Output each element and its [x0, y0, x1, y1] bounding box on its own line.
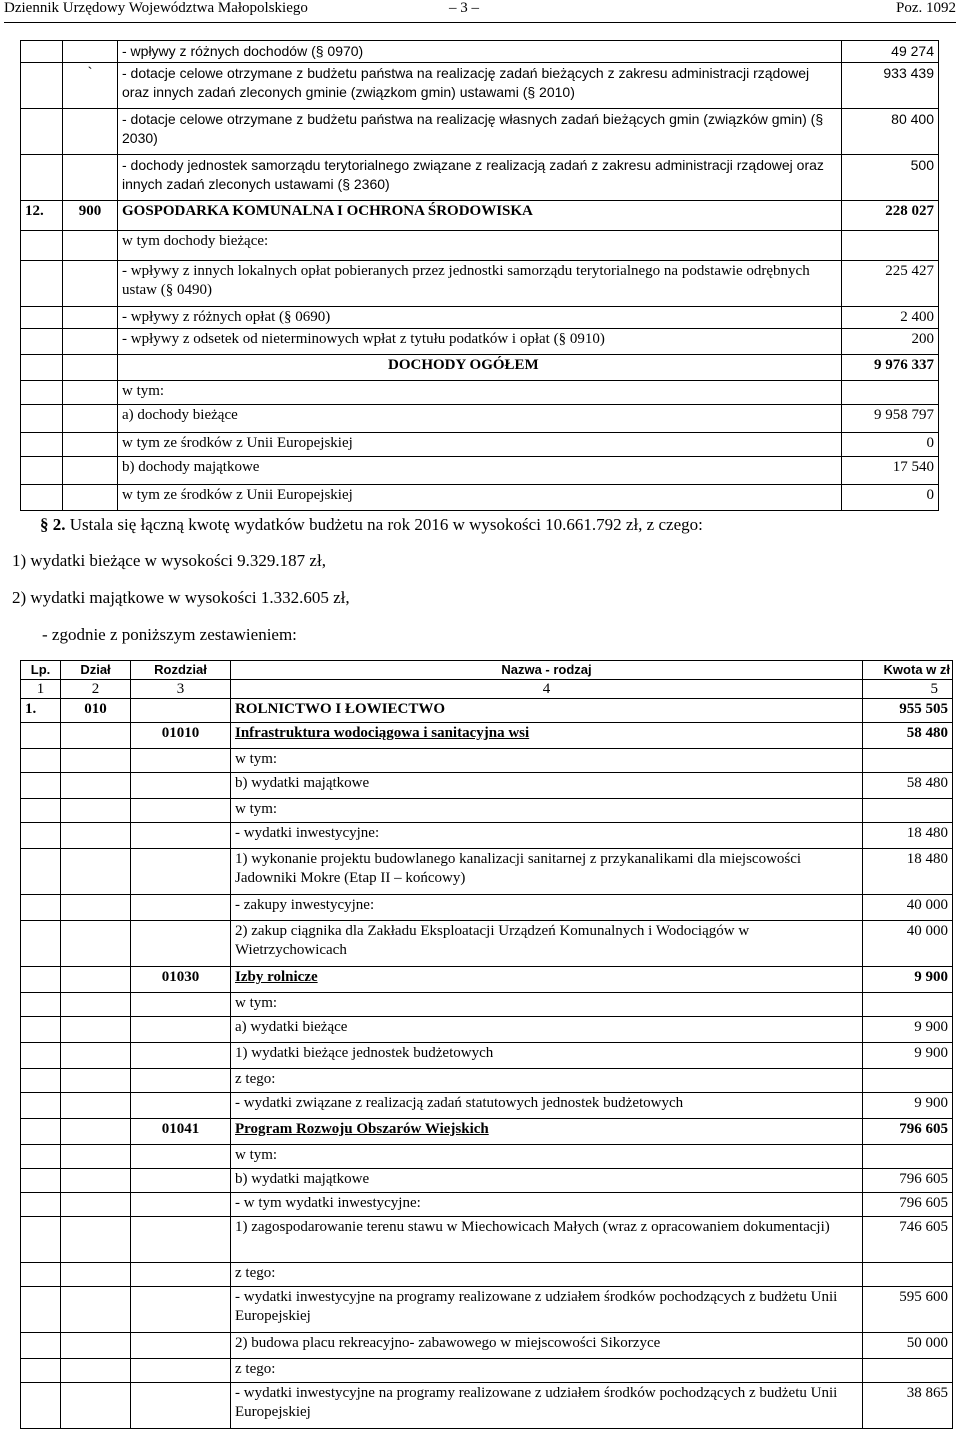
- income-amount: 225 427: [842, 261, 939, 307]
- position-number: Poz. 1092: [896, 0, 956, 16]
- expense-row: [21, 1263, 953, 1287]
- income-amount: 0: [842, 433, 939, 457]
- dzial-cell: [63, 307, 118, 329]
- lp-cell: [21, 381, 63, 405]
- lp-cell: [21, 1193, 61, 1217]
- chapter-row: [21, 1119, 953, 1145]
- rozdzial-cell: [131, 773, 231, 799]
- chapter-code: 01010: [131, 723, 231, 749]
- lp-cell: [21, 307, 63, 329]
- lp-cell: [21, 1169, 61, 1193]
- dzial-cell: [61, 993, 131, 1017]
- expense-description: 1) zagospodarowanie terenu stawu w Miechowicach Małych (wraz z opracowaniem dokumentacji): [231, 1217, 863, 1263]
- expense-row: [21, 799, 953, 823]
- paragraph-2: [40, 515, 703, 535]
- dzial-cell: [61, 749, 131, 773]
- expense-amount: 9 900: [863, 1043, 953, 1069]
- chapter-name: Infrastruktura wodociągowa i sanitacyjna wsi: [231, 723, 863, 749]
- dzial-cell: [61, 1017, 131, 1043]
- dzial-cell: [61, 849, 131, 895]
- rozdzial-cell: [131, 993, 231, 1017]
- column-number: 2: [61, 680, 131, 699]
- expense-section-row: [21, 699, 953, 723]
- dzial-header: Dział: [61, 661, 131, 680]
- income-amount: 9 958 797: [842, 405, 939, 433]
- lp-cell: [21, 1359, 61, 1383]
- dzial-cell: [61, 823, 131, 849]
- income-row: [21, 405, 939, 433]
- expense-amount: [863, 993, 953, 1017]
- chapter-name: Izby rolnicze: [231, 967, 863, 993]
- column-number: 5: [863, 680, 953, 699]
- income-row: [21, 329, 939, 355]
- lp-cell: [21, 405, 63, 433]
- rozdzial-cell: [131, 1093, 231, 1119]
- chapter-amount: 9 900: [863, 967, 953, 993]
- lp-cell: [21, 849, 61, 895]
- expense-amount: [863, 749, 953, 773]
- section-dzial: 900: [63, 201, 118, 231]
- expense-description: z tego:: [231, 1069, 863, 1093]
- expense-amount: [863, 1069, 953, 1093]
- income-amount: 49 274: [842, 41, 939, 63]
- rozdzial-cell: [131, 849, 231, 895]
- income-amount: 933 439: [842, 63, 939, 109]
- expense-description: w tym:: [231, 993, 863, 1017]
- rozdzial-cell: [131, 823, 231, 849]
- income-section-row: [21, 201, 939, 231]
- expense-row: [21, 1145, 953, 1169]
- income-amount: 500: [842, 155, 939, 201]
- income-description: - dotacje celowe otrzymane z budżetu państwa na realizację własnych zadań bieżących gmin (związków gmin) (§ 2030): [118, 109, 842, 155]
- dzial-cell: [63, 433, 118, 457]
- lp-cell: [21, 1043, 61, 1069]
- total-label: DOCHODY OGÓŁEM: [118, 355, 842, 381]
- dzial-cell: [61, 1217, 131, 1263]
- expense-amount: [863, 1359, 953, 1383]
- expense-description: w tym:: [231, 799, 863, 823]
- dzial-cell: [61, 1119, 131, 1145]
- chapter-amount: 58 480: [863, 723, 953, 749]
- income-row: [21, 231, 939, 261]
- expense-description: z tego:: [231, 1359, 863, 1383]
- lp-cell: [21, 63, 63, 109]
- total-amount: 9 976 337: [842, 355, 939, 381]
- rozdzial-header: Rozdział: [131, 661, 231, 680]
- lp-cell: [21, 109, 63, 155]
- page-header: [4, 0, 956, 23]
- expense-row: [21, 1043, 953, 1069]
- page-number: – 3 –: [449, 0, 479, 16]
- expense-description: - wydatki inwestycyjne na programy realizowane z udziałem środków pochodzących z budżetu Unii Europejskiej: [231, 1287, 863, 1333]
- expense-amount: 18 480: [863, 823, 953, 849]
- lp-cell: [21, 433, 63, 457]
- expense-amount: [863, 799, 953, 823]
- income-table: [20, 40, 939, 511]
- lp-cell: [21, 1069, 61, 1093]
- expense-description: 2) zakup ciągnika dla Zakładu Eksploatacji Urządzeń Komunalnych i Wodociągów w Wietrzychowicach: [231, 921, 863, 967]
- section-amount: 228 027: [842, 201, 939, 231]
- income-row: [21, 109, 939, 155]
- chapter-name: Program Rozwoju Obszarów Wiejskich: [231, 1119, 863, 1145]
- expense-row: [21, 1093, 953, 1119]
- expense-amount: 58 480: [863, 773, 953, 799]
- income-row: [21, 381, 939, 405]
- column-number: 3: [131, 680, 231, 699]
- expense-amount: 595 600: [863, 1287, 953, 1333]
- current-expenses-line: 1) wydatki bieżące w wysokości 9.329.187 zł,: [12, 551, 326, 570]
- lp-cell: [21, 1145, 61, 1169]
- expense-row: [21, 1383, 953, 1429]
- income-amount: [842, 231, 939, 261]
- expense-description: - wydatki inwestycyjne na programy realizowane z udziałem środków pochodzących z budżetu Unii Europejskiej: [231, 1383, 863, 1429]
- lp-header: Lp.: [21, 661, 61, 680]
- expense-amount: 50 000: [863, 1333, 953, 1359]
- dzial-cell: [63, 109, 118, 155]
- rozdzial-cell: [131, 1217, 231, 1263]
- paragraph-text: Ustala się łączną kwotę wydatków budżetu na rok 2016 w wysokości 10.661.792 zł, z czego:: [69, 515, 703, 534]
- dzial-cell: [63, 405, 118, 433]
- dzial-cell: [61, 1193, 131, 1217]
- dzial-cell: [61, 1287, 131, 1333]
- expense-description: w tym:: [231, 1145, 863, 1169]
- expense-row: [21, 921, 953, 967]
- income-amount: 17 540: [842, 457, 939, 485]
- column-number: 4: [231, 680, 863, 699]
- chapter-code: 01030: [131, 967, 231, 993]
- expense-row: [21, 895, 953, 921]
- dzial-cell: [63, 41, 118, 63]
- section-amount: 955 505: [863, 699, 953, 723]
- expense-row: [21, 993, 953, 1017]
- lp-cell: [21, 355, 63, 381]
- rozdzial-cell: [131, 1043, 231, 1069]
- dzial-cell: [61, 1359, 131, 1383]
- lp-cell: [21, 895, 61, 921]
- section-lp: 1.: [21, 699, 61, 723]
- dzial-cell: [61, 1263, 131, 1287]
- income-row: [21, 485, 939, 511]
- paragraph-number: § 2.: [40, 515, 66, 534]
- expense-amount: 9 900: [863, 1017, 953, 1043]
- expense-description: - w tym wydatki inwestycyjne:: [231, 1193, 863, 1217]
- dzial-cell: [63, 155, 118, 201]
- lp-cell: [21, 799, 61, 823]
- expense-row: [21, 823, 953, 849]
- expense-row: [21, 1017, 953, 1043]
- rozdzial-cell: [131, 921, 231, 967]
- income-description: a) dochody bieżące: [118, 405, 842, 433]
- lp-cell: [21, 1119, 61, 1145]
- lp-cell: [21, 1217, 61, 1263]
- income-row: [21, 433, 939, 457]
- dzial-cell: [61, 773, 131, 799]
- rozdzial-cell: [131, 1287, 231, 1333]
- expense-row: [21, 1193, 953, 1217]
- section-name: GOSPODARKA KOMUNALNA I OCHRONA ŚRODOWISKA: [118, 201, 842, 231]
- income-row: [21, 261, 939, 307]
- dzial-cell: `: [63, 63, 118, 109]
- header-row: [21, 661, 953, 680]
- rozdzial-cell: [131, 749, 231, 773]
- dzial-cell: [61, 1169, 131, 1193]
- rozdzial-cell: [131, 1069, 231, 1093]
- income-description: w tym ze środków z Unii Europejskiej: [118, 433, 842, 457]
- dzial-cell: [61, 895, 131, 921]
- dzial-cell: [61, 1145, 131, 1169]
- dzial-cell: [61, 1093, 131, 1119]
- dzial-cell: [61, 967, 131, 993]
- dzial-cell: [63, 231, 118, 261]
- chapter-row: [21, 723, 953, 749]
- expense-description: z tego:: [231, 1263, 863, 1287]
- income-row: [21, 155, 939, 201]
- column-number-row: [21, 680, 953, 699]
- lp-cell: [21, 723, 61, 749]
- total-row: [21, 355, 939, 381]
- lp-cell: [21, 967, 61, 993]
- chapter-code: 01041: [131, 1119, 231, 1145]
- dzial-cell: [63, 329, 118, 355]
- income-description: - dochody jednostek samorządu terytorialnego związane z realizacją zadań z zakresu administracji rządowej oraz innych zadań zleconych ustawami (§ 2360): [118, 155, 842, 201]
- rozdzial-cell: [131, 1383, 231, 1429]
- income-row: [21, 41, 939, 63]
- dzial-cell: [63, 381, 118, 405]
- expense-row: [21, 1169, 953, 1193]
- expenses-table: [20, 660, 953, 1429]
- dzial-cell: [61, 723, 131, 749]
- expense-description: b) wydatki majątkowe: [231, 773, 863, 799]
- expense-description: a) wydatki bieżące: [231, 1017, 863, 1043]
- expense-amount: [863, 1145, 953, 1169]
- column-number: 1: [21, 680, 61, 699]
- income-row: [21, 307, 939, 329]
- section-dzial: 010: [61, 699, 131, 723]
- expense-description: 1) wydatki bieżące jednostek budżetowych: [231, 1043, 863, 1069]
- lp-cell: [21, 823, 61, 849]
- expense-description: - zakupy inwestycyjne:: [231, 895, 863, 921]
- lp-cell: [21, 749, 61, 773]
- income-description: - wpływy z różnych opłat (§ 0690): [118, 307, 842, 329]
- expense-description: 1) wykonanie projektu budowlanego kanalizacji sanitarnej z przykanalikami dla miejscowości Jadowniki Mokre (Etap II – końcowy): [231, 849, 863, 895]
- expense-amount: 9 900: [863, 1093, 953, 1119]
- expense-row: [21, 773, 953, 799]
- lp-cell: [21, 1093, 61, 1119]
- expense-amount: 40 000: [863, 895, 953, 921]
- expense-row: [21, 749, 953, 773]
- income-description: w tym dochody bieżące:: [118, 231, 842, 261]
- dzial-cell: [63, 485, 118, 511]
- lp-cell: [21, 1287, 61, 1333]
- dzial-cell: [63, 457, 118, 485]
- lp-cell: [21, 1263, 61, 1287]
- lp-cell: [21, 485, 63, 511]
- breakdown-intro: - zgodnie z poniższym zestawieniem:: [42, 625, 297, 644]
- income-description: b) dochody majątkowe: [118, 457, 842, 485]
- expense-amount: [863, 1263, 953, 1287]
- income-row: [21, 63, 939, 109]
- lp-cell: [21, 1383, 61, 1429]
- section-name: ROLNICTWO I ŁOWIECTWO: [231, 699, 863, 723]
- rozdzial-cell: [131, 699, 231, 723]
- lp-cell: [21, 1017, 61, 1043]
- expense-row: [21, 1359, 953, 1383]
- expense-description: - wydatki związane z realizacją zadań statutowych jednostek budżetowych: [231, 1093, 863, 1119]
- expense-row: [21, 1333, 953, 1359]
- expense-row: [21, 1069, 953, 1093]
- expense-row: [21, 1287, 953, 1333]
- dzial-cell: [61, 1333, 131, 1359]
- expense-description: w tym:: [231, 749, 863, 773]
- lp-cell: [21, 329, 63, 355]
- income-description: - wpływy z różnych dochodów (§ 0970): [118, 41, 842, 63]
- income-amount: 2 400: [842, 307, 939, 329]
- lp-cell: [21, 921, 61, 967]
- expense-description: - wydatki inwestycyjne:: [231, 823, 863, 849]
- income-description: - wpływy z innych lokalnych opłat pobieranych przez jednostki samorządu terytorialnego na podstawie odrębnych ustaw (§ 0490): [118, 261, 842, 307]
- lp-cell: [21, 155, 63, 201]
- dzial-cell: [63, 261, 118, 307]
- income-amount: [842, 381, 939, 405]
- lp-cell: [21, 1333, 61, 1359]
- rozdzial-cell: [131, 1145, 231, 1169]
- dzial-cell: [61, 1069, 131, 1093]
- income-description: w tym ze środków z Unii Europejskiej: [118, 485, 842, 511]
- rozdzial-cell: [131, 895, 231, 921]
- rozdzial-cell: [131, 1263, 231, 1287]
- lp-cell: [21, 457, 63, 485]
- income-amount: 80 400: [842, 109, 939, 155]
- expense-amount: 38 865: [863, 1383, 953, 1429]
- dzial-cell: [61, 1043, 131, 1069]
- name-header: Nazwa - rodzaj: [231, 661, 863, 680]
- expense-row: [21, 849, 953, 895]
- lp-cell: [21, 231, 63, 261]
- expense-description: 2) budowa placu rekreacyjno- zabawowego w miejscowości Sikorzyce: [231, 1333, 863, 1359]
- lp-cell: [21, 773, 61, 799]
- rozdzial-cell: [131, 1333, 231, 1359]
- capital-expenses-line: 2) wydatki majątkowe w wysokości 1.332.605 zł,: [12, 588, 350, 607]
- journal-title: Dziennik Urzędowy Województwa Małopolskiego: [4, 0, 308, 16]
- expense-amount: 796 605: [863, 1169, 953, 1193]
- income-description: - dotacje celowe otrzymane z budżetu państwa na realizację zadań bieżących z zakresu administracji rządowej oraz innych zadań zleconych gminie (związkom gmin) ustawami (§ 2010): [118, 63, 842, 109]
- income-description: - wpływy z odsetek od nieterminowych wpłat z tytułu podatków i opłat (§ 0910): [118, 329, 842, 355]
- expense-amount: 40 000: [863, 921, 953, 967]
- lp-cell: [21, 41, 63, 63]
- rozdzial-cell: [131, 1169, 231, 1193]
- rozdzial-cell: [131, 1359, 231, 1383]
- income-amount: 200: [842, 329, 939, 355]
- dzial-cell: [61, 921, 131, 967]
- expense-amount: 796 605: [863, 1193, 953, 1217]
- lp-cell: [21, 993, 61, 1017]
- section-lp: 12.: [21, 201, 63, 231]
- rozdzial-cell: [131, 1017, 231, 1043]
- chapter-row: [21, 967, 953, 993]
- income-row: [21, 457, 939, 485]
- amount-header: Kwota w zł: [863, 661, 953, 680]
- chapter-amount: 796 605: [863, 1119, 953, 1145]
- income-description: w tym:: [118, 381, 842, 405]
- lp-cell: [21, 261, 63, 307]
- expense-row: [21, 1217, 953, 1263]
- expense-amount: 746 605: [863, 1217, 953, 1263]
- expense-description: b) wydatki majątkowe: [231, 1169, 863, 1193]
- rozdzial-cell: [131, 1193, 231, 1217]
- rozdzial-cell: [131, 799, 231, 823]
- dzial-cell: [61, 799, 131, 823]
- dzial-cell: [63, 355, 118, 381]
- dzial-cell: [61, 1383, 131, 1429]
- expense-amount: 18 480: [863, 849, 953, 895]
- income-amount: 0: [842, 485, 939, 511]
